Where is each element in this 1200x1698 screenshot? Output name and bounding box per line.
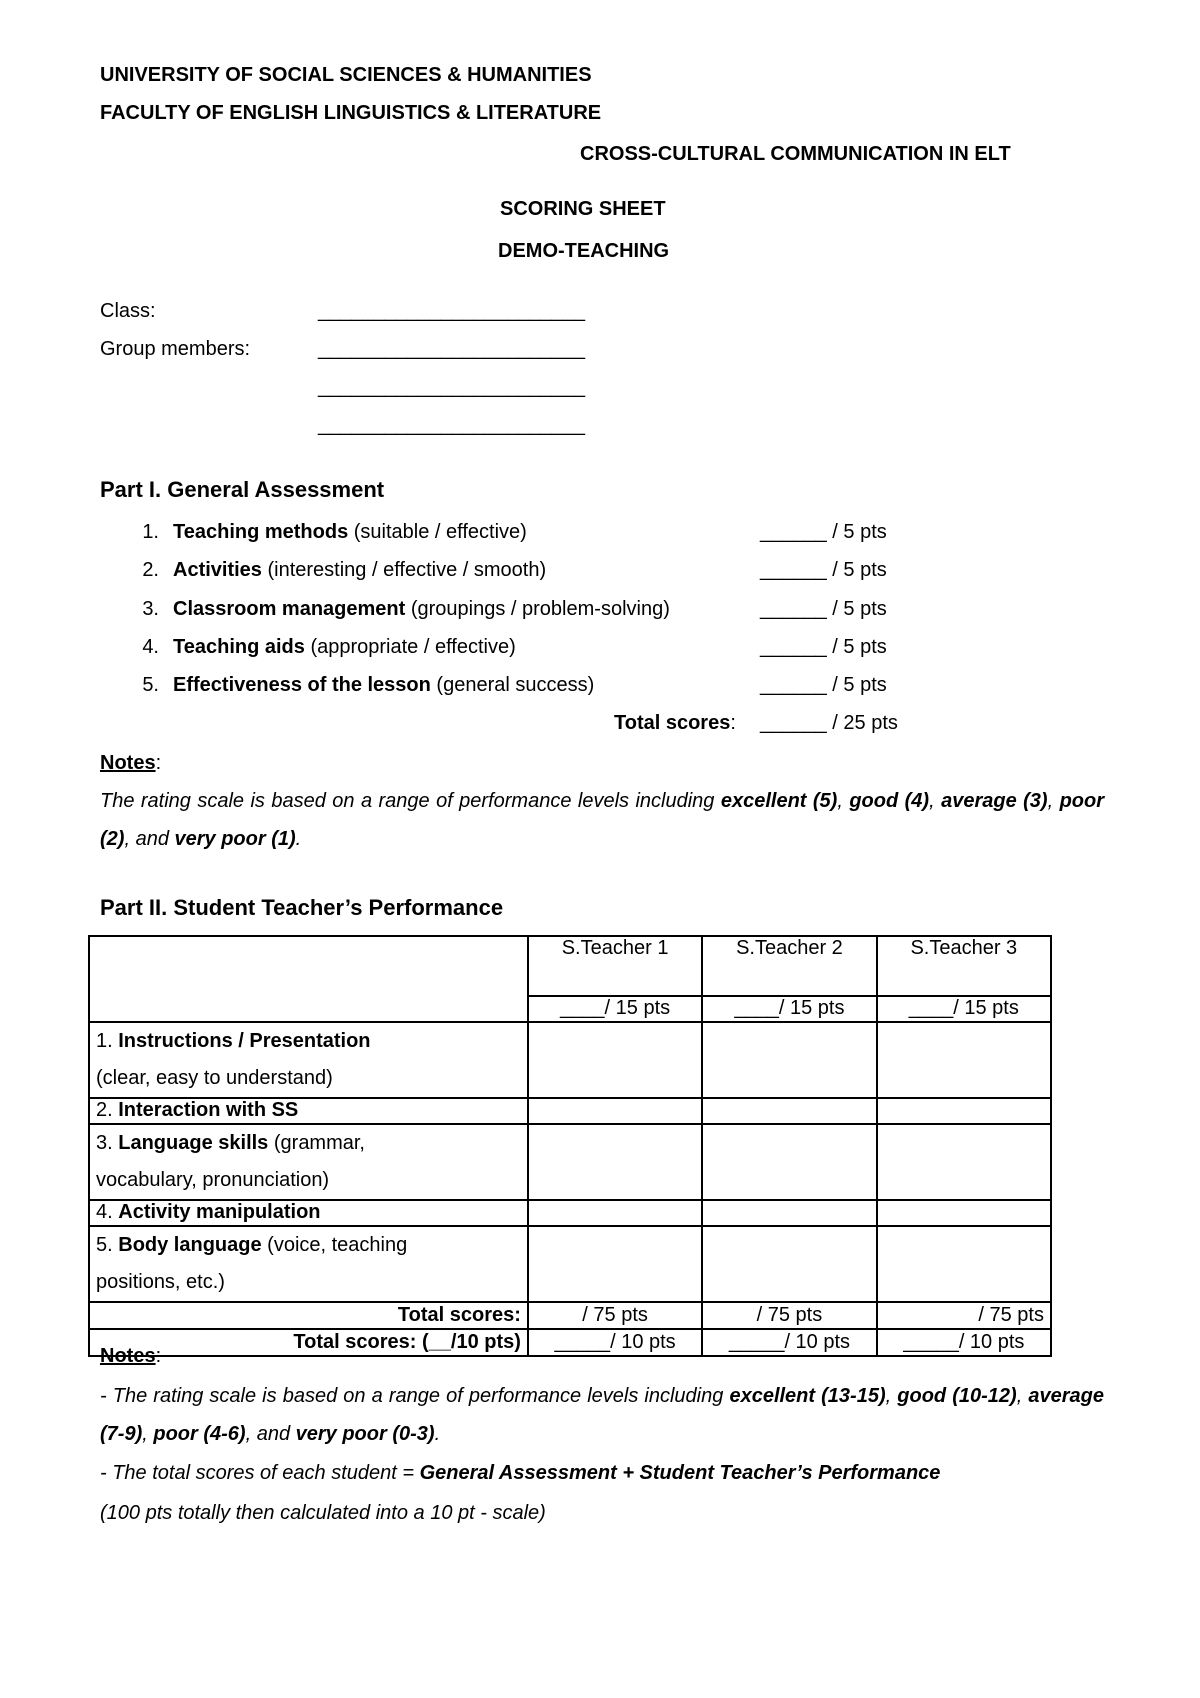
criterion-cell [89,1098,528,1124]
total-75-cell[interactable]: / 75 pts [702,1302,876,1329]
criterion-number: 4. [96,1201,119,1223]
criterion-desc-line2: (clear, easy to understand) [96,1067,333,1089]
class-label: Class: [100,300,156,322]
notes-label: Notes [100,752,156,774]
university-name: UNIVERSITY OF SOCIAL SCIENCES & HUMANITIES [100,64,592,86]
note-level: poor (4-6) [153,1423,246,1445]
group-member-blank-1: ________________________ [318,338,585,360]
group-member-blank-2: ________________________ [318,376,585,398]
score-cell[interactable] [528,1124,702,1200]
total-75-cell[interactable]: / 75 pts [877,1302,1051,1329]
criterion-desc: (voice, teaching [261,1234,408,1256]
criterion-text [173,598,670,621]
part2-notes-heading [100,1345,161,1368]
criterion-score-blank: ______ / 5 pts [760,521,887,543]
note-sep: . [295,828,302,850]
part1-total [614,712,736,735]
sheet-title: SCORING SHEET [500,198,666,220]
criterion-number: 4. [142,636,159,658]
total-75-cell[interactable]: / 75 pts [528,1302,702,1329]
part2-title: Part II. Student Teacher’s Performance [100,895,504,920]
table-row [89,1200,1051,1226]
criterion-number: 1. [96,1030,119,1052]
part2-note-1 [100,1377,1104,1453]
note-emphasis: General Assessment + Student Teacher’s Performance [419,1462,941,1484]
course-name: CROSS-CULTURAL COMMUNICATION IN ELT [580,143,1011,165]
notes-label: Notes [100,1345,156,1367]
note-level: average (7-9) [100,1385,1104,1445]
note-sep: , and [245,1423,296,1445]
criterion-desc-line2: vocabulary, pronunciation) [96,1169,330,1191]
total-10-row [89,1329,1051,1356]
total-10-cell[interactable]: _____/ 10 pts [528,1329,702,1356]
note-level: excellent (5) [720,790,838,812]
criterion-name: Instructions / Presentation [118,1030,371,1052]
part1-notes-heading [100,752,161,775]
criterion-name: Classroom management [173,598,406,620]
table-header-row [89,936,1051,996]
criterion-number: 5. [96,1234,119,1256]
criterion-number: 2. [142,559,159,581]
table-corner-cell [89,936,528,1022]
score-cell[interactable] [877,1226,1051,1302]
group-members-label: Group members: [100,338,251,360]
part1-title: Part I. General Assessment [100,477,385,502]
note-sep: , [929,790,942,812]
criterion-score-blank: ______ / 5 pts [760,598,887,620]
score-cell[interactable] [702,1226,876,1302]
criterion-cell [89,1124,528,1200]
criterion-number: 3. [96,1132,119,1154]
note-text: The rating scale is based on a range of performance levels including [100,790,721,812]
notes-colon: : [155,752,162,774]
part2-note-2 [100,1462,940,1485]
criterion-name: Interaction with SS [118,1099,299,1121]
part2-note-3: (100 pts totally then calculated into a 10 pt - scale) [100,1502,546,1524]
note-text: - The total scores of each student = [100,1462,420,1484]
criterion-desc-line2: positions, etc.) [96,1271,225,1293]
note-sep: , [885,1385,898,1407]
total-75-row [89,1302,1051,1329]
score-cell[interactable] [877,1098,1051,1124]
score-cell[interactable] [877,1022,1051,1098]
max-score-blank[interactable]: ____/ 15 pts [877,996,1051,1022]
score-cell[interactable] [877,1124,1051,1200]
max-score-blank[interactable]: ____/ 15 pts [528,996,702,1022]
note-level: very poor (0-3) [295,1423,435,1445]
criterion-cell [89,1226,528,1302]
note-sep: , [1047,790,1060,812]
part1-notes-text [100,782,1104,858]
score-cell[interactable] [702,1200,876,1226]
criterion-text [173,674,594,697]
score-cell[interactable] [877,1200,1051,1226]
criterion-desc: (general success) [430,674,595,696]
total-scores-label: Total scores [614,712,731,734]
note-sep: , [837,790,850,812]
note-text: - The rating scale is based on a range of performance levels including [100,1385,730,1407]
teacher-header: S.Teacher 2 [702,936,876,996]
criterion-name: Body language [118,1234,262,1256]
score-cell[interactable] [528,1200,702,1226]
criterion-cell [89,1200,528,1226]
faculty-name: FACULTY OF ENGLISH LINGUISTICS & LITERATURE [100,102,602,124]
sheet-subtitle: DEMO-TEACHING [498,240,670,262]
criterion-number: 3. [142,598,159,620]
score-cell[interactable] [528,1098,702,1124]
note-sep: , and [124,828,175,850]
criterion-number: 5. [142,674,159,696]
note-level: good (10-12) [897,1385,1017,1407]
criterion-desc: (appropriate / effective) [304,636,516,658]
criterion-cell [89,1022,528,1098]
score-cell[interactable] [528,1226,702,1302]
criterion-text [173,636,516,659]
max-score-blank[interactable]: ____/ 15 pts [702,996,876,1022]
criterion-text [173,559,546,582]
part1-total-score-blank: ______ / 25 pts [760,712,898,734]
criterion-desc: (suitable / effective) [348,521,527,543]
score-cell[interactable] [528,1022,702,1098]
criterion-score-blank: ______ / 5 pts [760,559,887,581]
table-row [89,1226,1051,1302]
table-row [89,1124,1051,1200]
total-75-label: Total scores: [89,1302,528,1329]
total-10-cell[interactable]: _____/ 10 pts [877,1329,1051,1356]
note-level: excellent (13-15) [729,1385,886,1407]
criterion-desc: (grammar, [268,1132,365,1154]
table-row [89,1022,1051,1098]
note-level: very poor (1) [174,828,296,850]
criterion-text [173,521,527,544]
class-blank: ________________________ [318,300,585,322]
score-cell[interactable] [702,1124,876,1200]
criterion-name: Language skills [118,1132,269,1154]
note-sep: , [1016,1385,1029,1407]
total-colon: : [730,712,736,734]
score-cell[interactable] [702,1022,876,1098]
teacher-header: S.Teacher 1 [528,936,702,996]
note-level: good (4) [849,790,930,812]
score-cell[interactable] [702,1098,876,1124]
group-member-blank-3: ________________________ [318,414,585,436]
criterion-score-blank: ______ / 5 pts [760,674,887,696]
criterion-name: Teaching aids [173,636,305,658]
note-sep: . [434,1423,441,1445]
criterion-number: 1. [142,521,159,543]
note-level: average (3) [941,790,1048,812]
criterion-name: Teaching methods [173,521,349,543]
criterion-desc: (groupings / problem-solving) [405,598,670,620]
total-10-label: Total scores: (__/10 pts) [89,1329,528,1356]
criterion-name: Activity manipulation [118,1201,321,1223]
total-10-cell[interactable]: _____/ 10 pts [702,1329,876,1356]
notes-colon: : [155,1345,162,1367]
note-sep: , [142,1423,154,1445]
teacher-header: S.Teacher 3 [877,936,1051,996]
performance-table [88,935,1052,1357]
criterion-number: 2. [96,1099,119,1121]
table-row [89,1098,1051,1124]
criterion-desc: (interesting / effective / smooth) [261,559,547,581]
note-level: poor (2) [100,790,1105,850]
criterion-score-blank: ______ / 5 pts [760,636,887,658]
criterion-name: Effectiveness of the lesson [173,674,431,696]
criterion-name: Activities [173,559,262,581]
